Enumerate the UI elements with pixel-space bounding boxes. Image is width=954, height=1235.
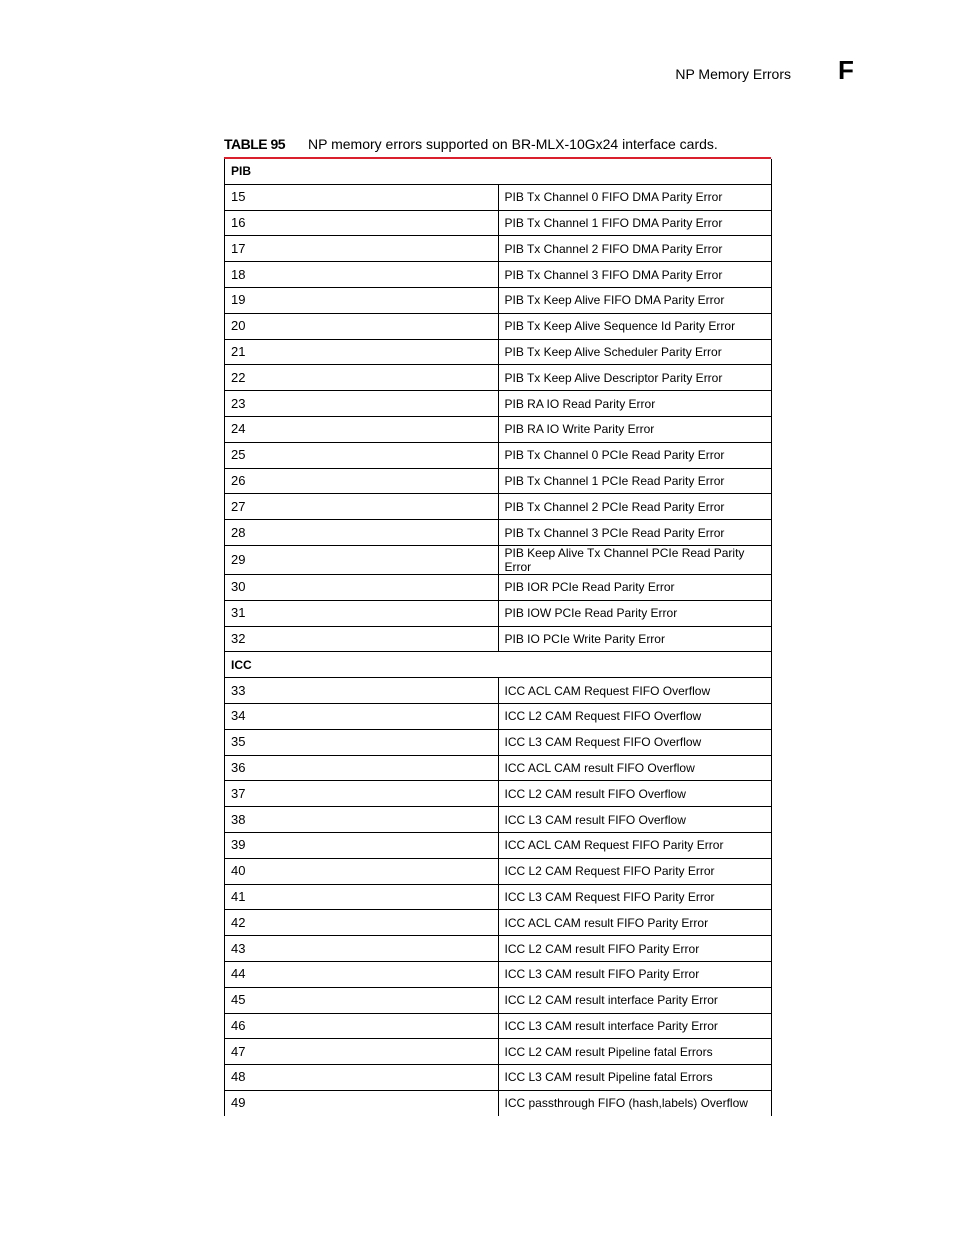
- table-row: [225, 832, 772, 858]
- error-number-cell: 30: [225, 574, 499, 600]
- error-description-cell: PIB Tx Keep Alive FIFO DMA Parity Error: [498, 287, 772, 313]
- error-description-cell: PIB Tx Keep Alive Sequence Id Parity Error: [498, 313, 772, 339]
- table-row: [225, 781, 772, 807]
- page-section-title: NP Memory Errors: [675, 66, 791, 82]
- table-row: [225, 287, 772, 313]
- error-number-cell: 18: [225, 262, 499, 288]
- error-description-cell: PIB RA IO Read Parity Error: [498, 391, 772, 417]
- table-row: [225, 961, 772, 987]
- table-row: [225, 703, 772, 729]
- error-description-cell: PIB Keep Alive Tx Channel PCIe Read Parity Error: [498, 545, 772, 574]
- table-row: [225, 416, 772, 442]
- error-description-cell: ICC ACL CAM result FIFO Parity Error: [498, 910, 772, 936]
- error-number-cell: 20: [225, 313, 499, 339]
- table-row: [225, 600, 772, 626]
- error-number-cell: 21: [225, 339, 499, 365]
- error-description-cell: ICC L2 CAM result interface Parity Error: [498, 987, 772, 1013]
- table-body: [225, 159, 772, 1116]
- error-number-cell: 26: [225, 468, 499, 494]
- error-number-cell: 48: [225, 1065, 499, 1091]
- table-row: [225, 365, 772, 391]
- error-description-cell: ICC L3 CAM result interface Parity Error: [498, 1013, 772, 1039]
- error-number-cell: 34: [225, 703, 499, 729]
- table-row: [225, 520, 772, 546]
- section-header-cell: PIB: [225, 159, 772, 184]
- error-number-cell: 42: [225, 910, 499, 936]
- table-row: [225, 910, 772, 936]
- table-row: [225, 936, 772, 962]
- error-description-cell: PIB IOW PCIe Read Parity Error: [498, 600, 772, 626]
- table-row: [225, 858, 772, 884]
- table-row: [225, 468, 772, 494]
- table-row: [225, 1013, 772, 1039]
- error-number-cell: 33: [225, 678, 499, 704]
- table-row: [225, 807, 772, 833]
- error-description-cell: PIB Tx Channel 2 FIFO DMA Parity Error: [498, 236, 772, 262]
- table-row: [225, 626, 772, 652]
- error-description-cell: PIB IOR PCIe Read Parity Error: [498, 574, 772, 600]
- table-caption: [224, 135, 771, 153]
- error-number-cell: 45: [225, 987, 499, 1013]
- error-number-cell: 22: [225, 365, 499, 391]
- error-number-cell: 39: [225, 832, 499, 858]
- error-description-cell: PIB IO PCIe Write Parity Error: [498, 626, 772, 652]
- table-row: [225, 339, 772, 365]
- error-description-cell: PIB Tx Keep Alive Descriptor Parity Error: [498, 365, 772, 391]
- table-row: [225, 729, 772, 755]
- error-number-cell: 32: [225, 626, 499, 652]
- error-description-cell: PIB Tx Channel 0 PCIe Read Parity Error: [498, 442, 772, 468]
- error-description-cell: PIB Tx Channel 1 FIFO DMA Parity Error: [498, 210, 772, 236]
- error-description-cell: ICC L2 CAM result Pipeline fatal Errors: [498, 1039, 772, 1065]
- error-description-cell: PIB Tx Channel 2 PCIe Read Parity Error: [498, 494, 772, 520]
- error-number-cell: 15: [225, 184, 499, 210]
- error-number-cell: 36: [225, 755, 499, 781]
- error-number-cell: 23: [225, 391, 499, 417]
- error-description-cell: PIB Tx Channel 0 FIFO DMA Parity Error: [498, 184, 772, 210]
- error-number-cell: 41: [225, 884, 499, 910]
- table-row: [225, 678, 772, 704]
- error-number-cell: 25: [225, 442, 499, 468]
- error-description-cell: PIB Tx Channel 3 PCIe Read Parity Error: [498, 520, 772, 546]
- error-description-cell: PIB Tx Keep Alive Scheduler Parity Error: [498, 339, 772, 365]
- table-row: [225, 545, 772, 574]
- error-number-cell: 19: [225, 287, 499, 313]
- error-number-cell: 17: [225, 236, 499, 262]
- error-number-cell: 46: [225, 1013, 499, 1039]
- error-description-cell: ICC L3 CAM result FIFO Parity Error: [498, 961, 772, 987]
- table-row: [225, 391, 772, 417]
- error-number-cell: 44: [225, 961, 499, 987]
- table-row: [225, 236, 772, 262]
- error-description-cell: PIB Tx Channel 1 PCIe Read Parity Error: [498, 468, 772, 494]
- table-row: [225, 574, 772, 600]
- table-row: [225, 494, 772, 520]
- error-description-cell: ICC L3 CAM Request FIFO Parity Error: [498, 884, 772, 910]
- table-row: [225, 313, 772, 339]
- error-description-cell: PIB RA IO Write Parity Error: [498, 416, 772, 442]
- error-number-cell: 29: [225, 545, 499, 574]
- section-header-cell: ICC: [225, 652, 772, 678]
- section-header-row: [225, 652, 772, 678]
- appendix-letter: F: [838, 55, 854, 85]
- table-row: [225, 262, 772, 288]
- error-number-cell: 38: [225, 807, 499, 833]
- error-description-cell: ICC L2 CAM Request FIFO Parity Error: [498, 858, 772, 884]
- table-row: [225, 1039, 772, 1065]
- error-number-cell: 49: [225, 1090, 499, 1115]
- error-description-cell: ICC ACL CAM result FIFO Overflow: [498, 755, 772, 781]
- error-number-cell: 24: [225, 416, 499, 442]
- error-description-cell: ICC L2 CAM result FIFO Parity Error: [498, 936, 772, 962]
- error-description-cell: PIB Tx Channel 3 FIFO DMA Parity Error: [498, 262, 772, 288]
- table-row: [225, 442, 772, 468]
- error-description-cell: ICC passthrough FIFO (hash,labels) Overflow: [498, 1090, 772, 1115]
- error-number-cell: 27: [225, 494, 499, 520]
- table-row: [225, 184, 772, 210]
- table-row: [225, 210, 772, 236]
- error-number-cell: 43: [225, 936, 499, 962]
- error-number-cell: 37: [225, 781, 499, 807]
- error-number-cell: 28: [225, 520, 499, 546]
- error-number-cell: 35: [225, 729, 499, 755]
- error-number-cell: 40: [225, 858, 499, 884]
- table-row: [225, 884, 772, 910]
- error-description-cell: ICC L2 CAM Request FIFO Overflow: [498, 703, 772, 729]
- error-description-cell: ICC L3 CAM result FIFO Overflow: [498, 807, 772, 833]
- error-description-cell: ICC L3 CAM Request FIFO Overflow: [498, 729, 772, 755]
- section-header-row: [225, 159, 772, 184]
- error-number-cell: 47: [225, 1039, 499, 1065]
- error-description-cell: ICC L2 CAM result FIFO Overflow: [498, 781, 772, 807]
- table-row: [225, 755, 772, 781]
- error-description-cell: ICC ACL CAM Request FIFO Parity Error: [498, 832, 772, 858]
- np-memory-errors-table: [224, 157, 771, 1116]
- table-row: [225, 1090, 772, 1115]
- table-label: TABLE 95: [224, 136, 286, 152]
- table-row: [225, 987, 772, 1013]
- error-description-cell: ICC ACL CAM Request FIFO Overflow: [498, 678, 772, 704]
- error-number-cell: 31: [225, 600, 499, 626]
- error-number-cell: 16: [225, 210, 499, 236]
- table-row: [225, 1065, 772, 1091]
- error-description-cell: ICC L3 CAM result Pipeline fatal Errors: [498, 1065, 772, 1091]
- table-caption-text: NP memory errors supported on BR-MLX-10Gx24 interface cards.: [308, 136, 718, 152]
